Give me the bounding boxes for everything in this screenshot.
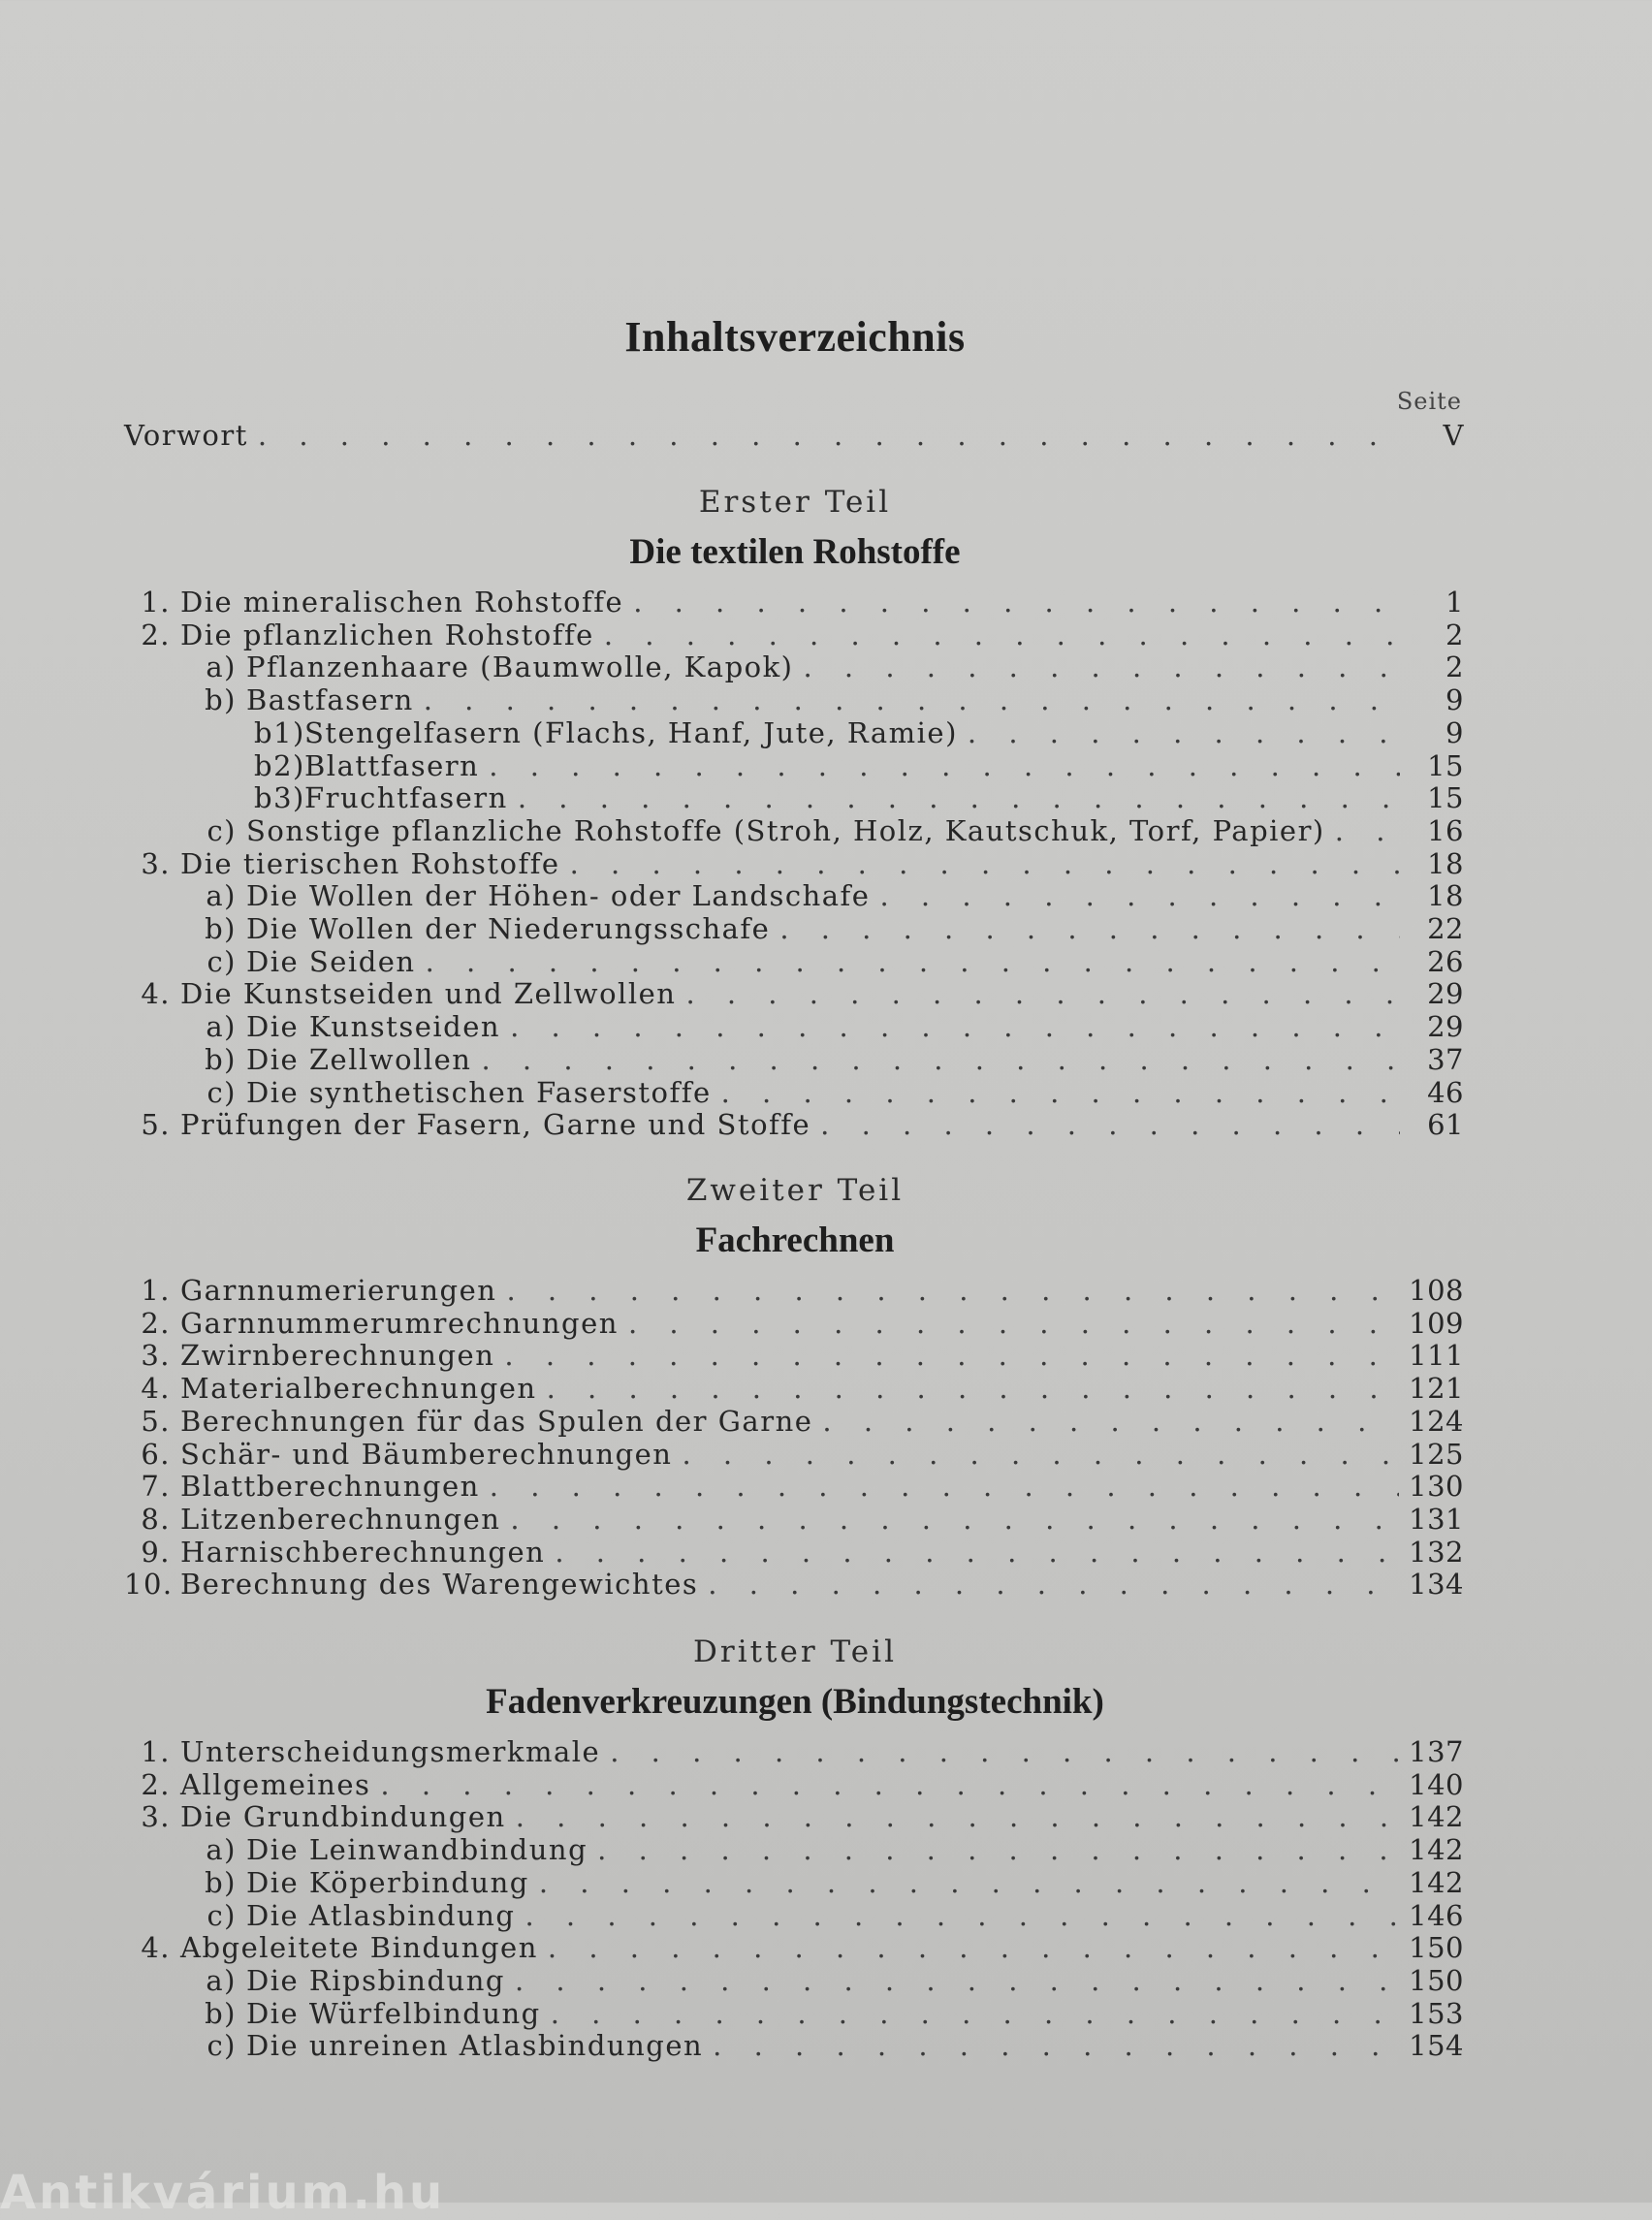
entry-label: Die synthetischen Faserstoffe bbox=[246, 1075, 712, 1109]
entry-page: 146 bbox=[1409, 1898, 1464, 1932]
leader-dots bbox=[685, 977, 1400, 1010]
leader-dots bbox=[426, 945, 1400, 978]
entry-label: Pflanzenhaare (Baumwolle, Kapok) bbox=[246, 650, 794, 684]
entry-number: 5. bbox=[141, 1404, 171, 1438]
entry-page: 15 bbox=[1427, 781, 1464, 815]
leader-dots bbox=[515, 1964, 1399, 1997]
entry-number: 6. bbox=[141, 1437, 171, 1471]
entry-label: Harnischberechnungen bbox=[180, 1535, 546, 1569]
entry-label: Die Würfelbindung bbox=[246, 1996, 541, 2030]
entry-page: 2 bbox=[1446, 618, 1464, 651]
entry-label: Die unreinen Atlasbindungen bbox=[246, 2029, 704, 2063]
entry-page: 140 bbox=[1409, 1767, 1464, 1801]
entry-page: 109 bbox=[1409, 1306, 1464, 1340]
entry-page: 61 bbox=[1427, 1108, 1464, 1142]
entry-page: 134 bbox=[1409, 1568, 1464, 1602]
leader-dots bbox=[504, 1339, 1399, 1372]
entry-number: a) bbox=[206, 650, 237, 684]
entry-label: Die Ripsbindung bbox=[246, 1963, 505, 1997]
leader-dots bbox=[682, 1438, 1399, 1471]
entry-number: 2. bbox=[141, 618, 171, 651]
entry-number: b3) bbox=[254, 781, 305, 815]
entry-label: Die tierischen Rohstoffe bbox=[180, 846, 560, 880]
toc-entry[interactable] bbox=[196, 1076, 1464, 1109]
leader-dots bbox=[518, 781, 1400, 814]
leader-dots bbox=[555, 1536, 1399, 1569]
entry-label: Vorwort bbox=[124, 419, 248, 452]
toc-entry[interactable] bbox=[196, 650, 1464, 683]
part-title: Fachrechnen bbox=[695, 1221, 895, 1260]
entry-label: Fruchtfasern bbox=[304, 781, 508, 815]
entry-page: 124 bbox=[1409, 1404, 1464, 1438]
part-title: Die textilen Rohstoffe bbox=[629, 532, 961, 572]
toc-entry[interactable] bbox=[196, 945, 1464, 978]
leader-dots bbox=[548, 1931, 1399, 1964]
entry-page: 46 bbox=[1427, 1075, 1464, 1109]
entry-page: 153 bbox=[1409, 1996, 1464, 2030]
entry-number: c) bbox=[206, 2029, 237, 2063]
entry-page: 18 bbox=[1427, 846, 1464, 880]
toc-entry-vorwort[interactable] bbox=[124, 419, 1464, 452]
entry-number: 2. bbox=[141, 1306, 171, 1340]
entry-number: 1. bbox=[141, 586, 171, 618]
entry-label: Die Grundbindungen bbox=[180, 1800, 506, 1834]
entry-page: 142 bbox=[1409, 1865, 1464, 1899]
part-title: Fadenverkreuzungen (Bindungstechnik) bbox=[486, 1682, 1104, 1722]
entry-label: Unterscheidungsmerkmale bbox=[180, 1735, 601, 1768]
leader-dots bbox=[721, 1076, 1400, 1109]
entry-number: 3. bbox=[141, 1339, 171, 1373]
toc-entry[interactable] bbox=[124, 1438, 1464, 1471]
toc-entry[interactable] bbox=[196, 1964, 1464, 1997]
entry-page: 150 bbox=[1409, 1963, 1464, 1997]
toc-entry[interactable] bbox=[124, 847, 1464, 880]
leader-dots bbox=[490, 1470, 1399, 1503]
leader-dots bbox=[510, 1503, 1399, 1536]
toc-entry[interactable] bbox=[196, 879, 1464, 912]
entry-page: 125 bbox=[1409, 1437, 1464, 1471]
leader-dots bbox=[547, 1372, 1400, 1405]
leader-dots bbox=[820, 1108, 1400, 1141]
entry-page: 18 bbox=[1427, 879, 1464, 913]
entry-label: Berechnungen für das Spulen der Garne bbox=[180, 1404, 813, 1438]
entry-page: 1 bbox=[1446, 586, 1464, 618]
toc-entry[interactable] bbox=[196, 683, 1464, 716]
leader-dots bbox=[570, 847, 1400, 880]
entry-number: b2) bbox=[254, 748, 305, 782]
entry-page: 142 bbox=[1409, 1833, 1464, 1867]
leader-dots bbox=[604, 618, 1400, 651]
leader-dots bbox=[804, 650, 1401, 683]
entry-label: Materialberechnungen bbox=[180, 1372, 537, 1406]
page-column-header: Seite bbox=[1396, 388, 1462, 415]
toc-entry[interactable] bbox=[124, 977, 1464, 1010]
entry-number: a) bbox=[206, 879, 237, 913]
toc-entry[interactable] bbox=[124, 1405, 1464, 1438]
leader-dots bbox=[597, 1833, 1399, 1866]
entry-number: a) bbox=[206, 1963, 237, 1997]
entry-page: 9 bbox=[1446, 683, 1464, 717]
entry-number: c) bbox=[206, 1898, 237, 1932]
entry-number: b) bbox=[205, 1996, 237, 2030]
entry-page: 37 bbox=[1427, 1042, 1464, 1076]
part-label: Erster Teil bbox=[698, 485, 892, 520]
entry-page: 137 bbox=[1409, 1735, 1464, 1768]
leader-dots bbox=[779, 912, 1400, 945]
entry-page: 154 bbox=[1409, 2029, 1464, 2063]
toc-entry[interactable] bbox=[124, 1108, 1464, 1141]
entry-number: 9. bbox=[141, 1535, 171, 1569]
toc-entry[interactable] bbox=[196, 1866, 1464, 1899]
entry-label: Zwirnberechnungen bbox=[180, 1339, 495, 1373]
entry-label: Die Leinwandbindung bbox=[246, 1833, 588, 1867]
entry-label: Garnnumerierungen bbox=[180, 1274, 497, 1307]
entry-page: 130 bbox=[1409, 1470, 1464, 1504]
entry-page: 150 bbox=[1409, 1931, 1464, 1965]
leader-dots bbox=[879, 879, 1400, 912]
entry-label: Die Atlasbindung bbox=[246, 1898, 516, 1932]
entry-page: 9 bbox=[1446, 715, 1464, 749]
entry-label: Die Wollen der Niederungsschafe bbox=[246, 912, 771, 945]
toc-entry[interactable] bbox=[124, 1307, 1464, 1340]
entry-number: b) bbox=[205, 683, 237, 717]
toc-entry[interactable] bbox=[196, 1043, 1464, 1076]
entry-label: Die Zellwollen bbox=[246, 1042, 472, 1076]
leader-dots bbox=[968, 716, 1400, 749]
entry-number: 7. bbox=[141, 1470, 171, 1504]
toc-entry[interactable] bbox=[124, 1372, 1464, 1405]
entry-number: b) bbox=[205, 1865, 237, 1899]
leader-dots bbox=[506, 1274, 1399, 1307]
entry-number: c) bbox=[206, 813, 237, 847]
leader-dots bbox=[539, 1866, 1399, 1899]
entry-label: Blattberechnungen bbox=[180, 1470, 480, 1504]
entry-number: b) bbox=[205, 912, 237, 945]
entry-number: 4. bbox=[141, 977, 171, 1011]
leader-dots bbox=[489, 749, 1400, 782]
leader-dots bbox=[1335, 814, 1400, 847]
leader-dots bbox=[610, 1735, 1399, 1768]
leader-dots bbox=[708, 1568, 1399, 1601]
leader-dots bbox=[551, 1997, 1399, 2030]
entry-label: Die pflanzlichen Rohstoffe bbox=[180, 618, 594, 651]
toc-entry[interactable] bbox=[196, 814, 1464, 847]
entry-number: 10. bbox=[124, 1568, 174, 1602]
leader-dots bbox=[258, 419, 1400, 452]
toc-entry[interactable] bbox=[124, 586, 1464, 618]
entry-number: a) bbox=[206, 1833, 237, 1867]
toc-entry[interactable] bbox=[254, 781, 1464, 814]
entry-label: Sonstige pflanzliche Rohstoffe (Stroh, Holz, Kautschuk, Torf, Papier) bbox=[246, 813, 1325, 847]
entry-number: 4. bbox=[141, 1372, 171, 1406]
toc-entry[interactable] bbox=[196, 1997, 1464, 2030]
toc-entry[interactable] bbox=[196, 1899, 1464, 1932]
entry-page: 15 bbox=[1427, 748, 1464, 782]
part-label: Zweiter Teil bbox=[685, 1173, 905, 1208]
entry-label: Stengelfasern (Flachs, Hanf, Jute, Ramie) bbox=[304, 715, 958, 749]
toc-entry[interactable] bbox=[124, 1503, 1464, 1536]
entry-page: 121 bbox=[1409, 1372, 1464, 1406]
entry-label: Garnnummerumrechnungen bbox=[180, 1306, 619, 1340]
entry-label: Bastfasern bbox=[246, 683, 414, 717]
leader-dots bbox=[380, 1768, 1399, 1801]
entry-label: Berechnung des Warengewichtes bbox=[180, 1568, 699, 1602]
toc-entry[interactable] bbox=[254, 749, 1464, 782]
toc-entry[interactable] bbox=[124, 618, 1464, 651]
entry-page: 26 bbox=[1427, 944, 1464, 978]
entry-number: 3. bbox=[141, 1800, 171, 1834]
entry-label: Blattfasern bbox=[304, 748, 480, 782]
toc-entry[interactable] bbox=[196, 1833, 1464, 1866]
part-label: Dritter Teil bbox=[693, 1634, 897, 1669]
entry-label: Die Kunstseiden und Zellwollen bbox=[180, 977, 677, 1011]
toc-entry[interactable] bbox=[124, 1768, 1464, 1801]
leader-dots bbox=[713, 2029, 1399, 2062]
entry-label: Die Wollen der Höhen- oder Landschafe bbox=[246, 879, 871, 913]
entry-number: 3. bbox=[141, 846, 171, 880]
entry-page: 29 bbox=[1427, 1010, 1464, 1044]
entry-number: 2. bbox=[141, 1767, 171, 1801]
entry-page: V bbox=[1443, 419, 1464, 452]
toc-entry[interactable] bbox=[196, 912, 1464, 945]
toc-entry[interactable] bbox=[196, 1010, 1464, 1043]
toc-entry[interactable] bbox=[124, 1568, 1464, 1601]
page-title: Inhaltsverzeichnis bbox=[624, 313, 966, 361]
entry-page: 16 bbox=[1427, 813, 1464, 847]
entry-label: Schär- und Bäumberechnungen bbox=[180, 1437, 673, 1471]
entry-number: 5. bbox=[141, 1108, 171, 1142]
entry-number: 8. bbox=[141, 1502, 171, 1536]
toc-entry[interactable] bbox=[124, 1735, 1464, 1768]
entry-number: 1. bbox=[141, 1735, 171, 1768]
leader-dots bbox=[510, 1010, 1400, 1043]
entry-label: Die Seiden bbox=[246, 944, 416, 978]
leader-dots bbox=[524, 1899, 1399, 1932]
entry-number: b) bbox=[205, 1042, 237, 1076]
entry-label: Die Kunstseiden bbox=[246, 1010, 501, 1044]
entry-page: 108 bbox=[1409, 1274, 1464, 1307]
entry-number: 1. bbox=[141, 1274, 171, 1307]
leader-dots bbox=[628, 1307, 1399, 1340]
toc-entry[interactable] bbox=[124, 1339, 1464, 1372]
entry-number: 4. bbox=[141, 1931, 171, 1965]
toc-entry[interactable] bbox=[124, 1800, 1464, 1833]
entry-label: Abgeleitete Bindungen bbox=[180, 1931, 538, 1965]
toc-entry[interactable] bbox=[124, 1536, 1464, 1569]
leader-dots bbox=[822, 1405, 1399, 1438]
toc-entry[interactable] bbox=[254, 716, 1464, 749]
toc-entry[interactable] bbox=[124, 1274, 1464, 1307]
entry-label: Allgemeines bbox=[180, 1767, 371, 1801]
entry-label: Litzenberechnungen bbox=[180, 1502, 501, 1536]
entry-page: 132 bbox=[1409, 1535, 1464, 1569]
toc-entry[interactable] bbox=[196, 2029, 1464, 2062]
entry-label: Die Köperbindung bbox=[246, 1865, 529, 1899]
toc-entry[interactable] bbox=[124, 1470, 1464, 1503]
leader-dots bbox=[633, 586, 1400, 618]
leader-dots bbox=[481, 1043, 1400, 1076]
entry-label: Die mineralischen Rohstoffe bbox=[180, 586, 624, 618]
entry-page: 142 bbox=[1409, 1800, 1464, 1834]
entry-number: a) bbox=[206, 1010, 237, 1044]
entry-page: 111 bbox=[1409, 1339, 1464, 1373]
leader-dots bbox=[424, 683, 1400, 716]
entry-page: 22 bbox=[1427, 912, 1464, 945]
entry-number: b1) bbox=[254, 715, 305, 749]
entry-label: Prüfungen der Fasern, Garne und Stoffe bbox=[180, 1108, 811, 1142]
entry-number: c) bbox=[206, 1075, 237, 1109]
entry-page: 2 bbox=[1446, 650, 1464, 684]
entry-page: 131 bbox=[1409, 1502, 1464, 1536]
leader-dots bbox=[516, 1800, 1399, 1833]
entry-number: c) bbox=[206, 944, 237, 978]
toc-entry[interactable] bbox=[124, 1931, 1464, 1964]
entry-page: 29 bbox=[1427, 977, 1464, 1011]
watermark: Antikvárium.hu bbox=[0, 2166, 446, 2220]
